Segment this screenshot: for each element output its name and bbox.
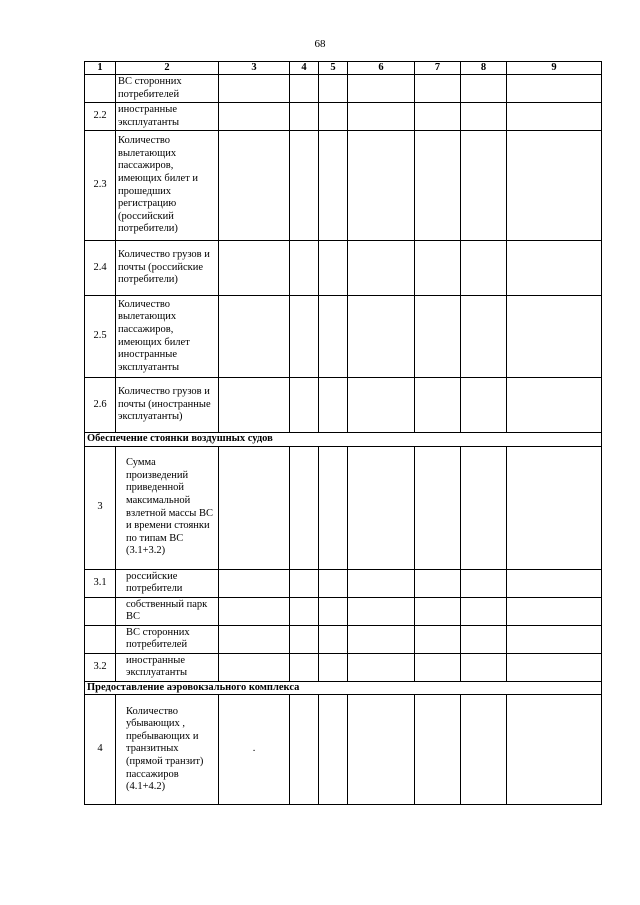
row-number xyxy=(85,75,116,103)
row-name: российские потребители xyxy=(116,569,219,597)
table-row xyxy=(85,653,602,681)
row-number xyxy=(85,597,116,625)
table-row xyxy=(85,75,602,103)
header-row xyxy=(85,62,602,75)
section-title-terminal: Предоставление аэровокзального комплекса xyxy=(85,681,602,695)
data-table xyxy=(84,61,602,805)
table-row xyxy=(85,296,602,378)
row-name: ВС сторонних потребителей xyxy=(116,75,219,103)
table-row xyxy=(85,446,602,569)
row-name: собственный парк ВС xyxy=(116,597,219,625)
header-col-7: 7 xyxy=(415,62,461,75)
row-number: 3.2 xyxy=(85,653,116,681)
table-row xyxy=(85,378,602,433)
row-number: 2.2 xyxy=(85,103,116,131)
table-row xyxy=(85,131,602,241)
row-number: 3 xyxy=(85,446,116,569)
table-row xyxy=(85,695,602,805)
row-number xyxy=(85,625,116,653)
row-name: Количество вылетающих пассажиров, имеющих билет и прошедших регистрацию (российский потребители) xyxy=(116,131,219,241)
row-number: 2.6 xyxy=(85,378,116,433)
row-number: 2.5 xyxy=(85,296,116,378)
row-number: 3.1 xyxy=(85,569,116,597)
row-name: иностранные эксплуатанты xyxy=(116,103,219,131)
row-name: ВС сторонних потребителей xyxy=(116,625,219,653)
section-row xyxy=(85,433,602,447)
section-row xyxy=(85,681,602,695)
header-col-5: 5 xyxy=(319,62,348,75)
row-name: Количество грузов и почты (российские потребители) xyxy=(116,241,219,296)
table-row xyxy=(85,569,602,597)
row-name: Количество грузов и почты (иностранные эксплуатанты) xyxy=(116,378,219,433)
header-col-1: 1 xyxy=(85,62,116,75)
table-row xyxy=(85,597,602,625)
table-row xyxy=(85,625,602,653)
header-col-2: 2 xyxy=(116,62,219,75)
header-col-3: 3 xyxy=(219,62,290,75)
page-number: 68 xyxy=(314,38,326,50)
header-col-6: 6 xyxy=(348,62,415,75)
row-col3-value: . xyxy=(219,695,290,805)
row-number: 2.4 xyxy=(85,241,116,296)
table-row xyxy=(85,103,602,131)
header-col-9: 9 xyxy=(507,62,602,75)
row-name: иностранные эксплуатанты xyxy=(116,653,219,681)
section-title-parking: Обеспечение стоянки воздушных судов xyxy=(85,433,602,447)
header-col-8: 8 xyxy=(461,62,507,75)
row-name: Количество вылетающих пассажиров, имеющих билет иностранные эксплуатанты xyxy=(116,296,219,378)
row-name: Сумма произведений приведенной максимальной взлетной массы ВС и времени стоянки по типам ВС (3.1+3.2) xyxy=(116,446,219,569)
table-row xyxy=(85,241,602,296)
row-number: 2.3 xyxy=(85,131,116,241)
row-name: Количество убывающих , пребывающих и транзитных (прямой транзит) пассажиров (4.1+4.2) xyxy=(116,695,219,805)
header-col-4: 4 xyxy=(290,62,319,75)
row-number: 4 xyxy=(85,695,116,805)
